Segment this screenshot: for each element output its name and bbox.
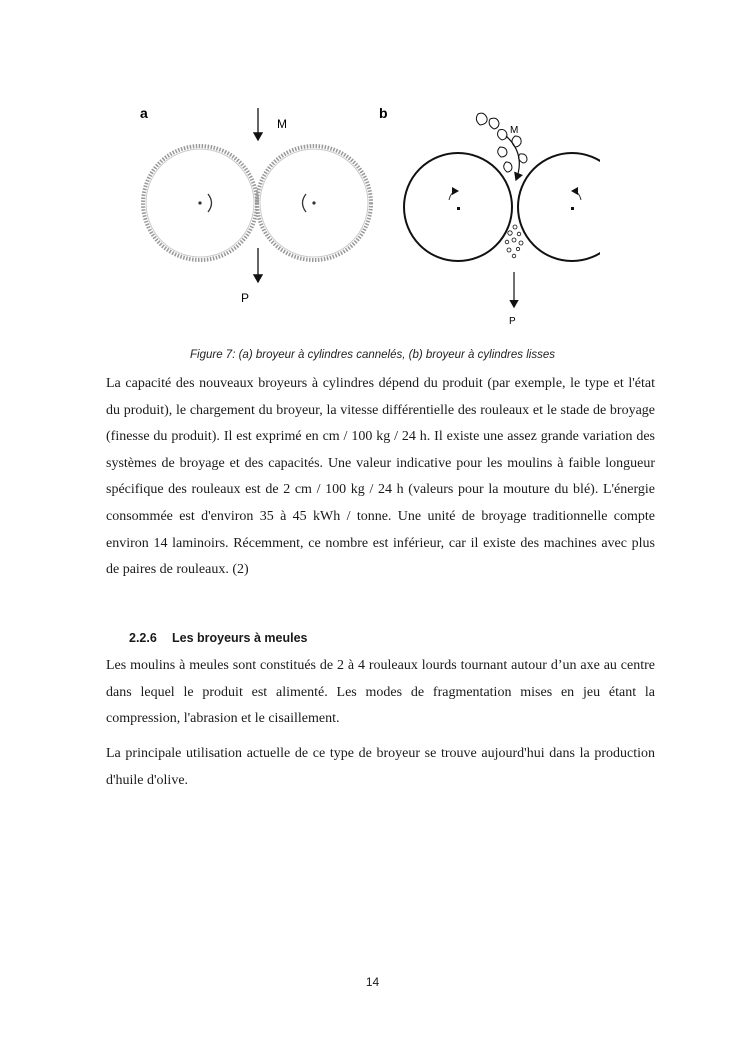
panel-b-output-label: P	[509, 316, 516, 327]
section-number: 2.2.6	[129, 631, 157, 645]
figure-7	[130, 100, 600, 335]
rotation-arrow-left	[208, 194, 212, 212]
rotation-arrow-right-b	[572, 191, 581, 200]
panel-a-label: a	[140, 105, 148, 121]
smooth-roller-right	[518, 153, 600, 261]
section-title: Les broyeurs à meules	[172, 631, 308, 645]
section-heading	[129, 631, 307, 645]
figure-caption: Figure 7: (a) broyeur à cylindres cannelés, (b) broyeur à cylindres lisses	[190, 349, 555, 361]
page-number: 14	[365, 975, 380, 989]
panel-a-output-label: P	[241, 291, 250, 305]
panel-b-input-arrow	[506, 136, 519, 180]
paragraph-capacity: La capacité des nouveaux broyeurs à cylindres dépend du produit (par exemple, le type et l'état du produit), le chargement du broyeur, la vitesse différentielle des rouleaux et le stade de broyage (finesse du produit). Il est exprimé en cm / 100 kg / 24 h. Il existe une assez grande variation des systèmes de broyage et des capacités. Une valeur indicative pour les moulins à faible longueur spécifique des rouleaux est de 2 cm / 100 kg / 24 h (valeurs pour la mouture du blé). L'énergie consommée est d'environ 35 à 45 kWh / tonne. Une unité de broyage traditionnelle compte environ 14 laminoirs. Récemment, ce nombre est inférieur, car il existe des machines avec plus de paires de rouleaux. (2)	[106, 376, 655, 578]
paragraph-olive-oil: La principale utilisation actuelle de ce type de broyeur se trouve aujourd'hui dans la production d'huile d'olive.	[106, 746, 655, 788]
panel-b	[379, 105, 600, 327]
panel-a-input-label: M	[277, 117, 287, 131]
panel-b-label: b	[379, 105, 388, 121]
rotation-arrow-left-b	[449, 191, 458, 200]
panel-b-input-label: M	[510, 125, 519, 136]
paragraph-stone-mills: Les moulins à meules sont constitués de 2 à 4 rouleaux lourds tournant autour d’un axe au centre dans lequel le produit est alimenté. Les modes de fragmentation mises en jeu étant la compression, l'abrasion et le cisaillement.	[106, 658, 655, 727]
panel-a	[140, 105, 371, 305]
rotation-arrow-right	[303, 194, 307, 212]
